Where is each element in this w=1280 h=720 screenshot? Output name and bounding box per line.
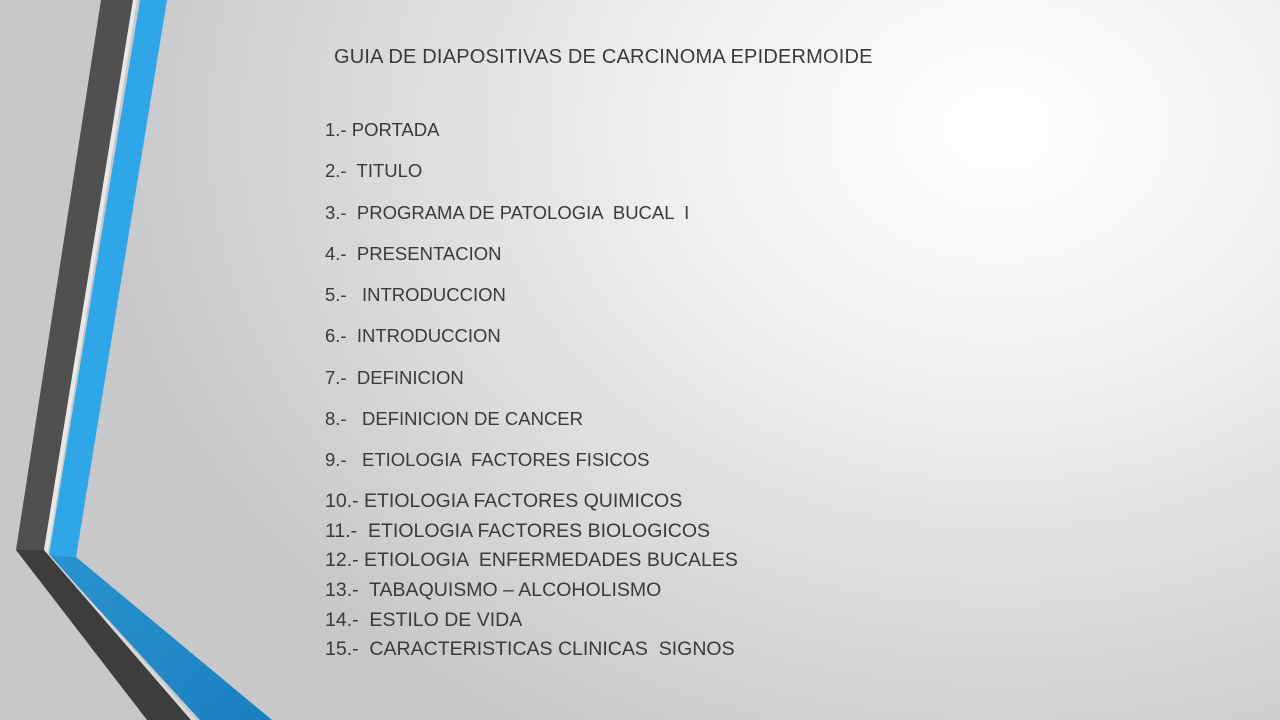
list-item: 1.- PORTADA bbox=[325, 119, 440, 140]
list-item: 2.- TITULO bbox=[325, 160, 423, 182]
list-item: 14.- ESTILO DE VIDA bbox=[325, 608, 523, 631]
list-item: 15.- CARACTERISTICAS CLINICAS SIGNOS bbox=[325, 638, 735, 661]
slide-title: GUIA DE DIAPOSITIVAS DE CARCINOMA EPIDERMOIDE bbox=[334, 46, 873, 68]
list-item: 3.- PROGRAMA DE PATOLOGIA BUCAL I bbox=[325, 201, 690, 223]
list-item: 7.- DEFINICION bbox=[325, 366, 464, 388]
list-item: 10.- ETIOLOGIA FACTORES QUIMICOS bbox=[325, 490, 683, 512]
list-item: 4.- PRESENTACION bbox=[325, 242, 502, 264]
list-item: 8.- DEFINICION DE CANCER bbox=[325, 408, 583, 430]
list-item: 12.- ETIOLOGIA ENFERMEDADES BUCALES bbox=[325, 549, 738, 572]
list-item: 11.- ETIOLOGIA FACTORES BIOLOGICOS bbox=[325, 519, 711, 542]
list-item: 9.- ETIOLOGIA FACTORES FISICOS bbox=[325, 449, 650, 471]
slide-list-secondary bbox=[325, 487, 738, 665]
list-item: 5.- INTRODUCCION bbox=[325, 284, 506, 306]
slide-list-primary bbox=[325, 118, 689, 490]
list-item: 6.- INTRODUCCION bbox=[325, 325, 501, 347]
list-item: 13.- TABAQUISMO – ALCOHOLISMO bbox=[325, 579, 662, 602]
light-stripe-lower bbox=[44, 550, 196, 720]
